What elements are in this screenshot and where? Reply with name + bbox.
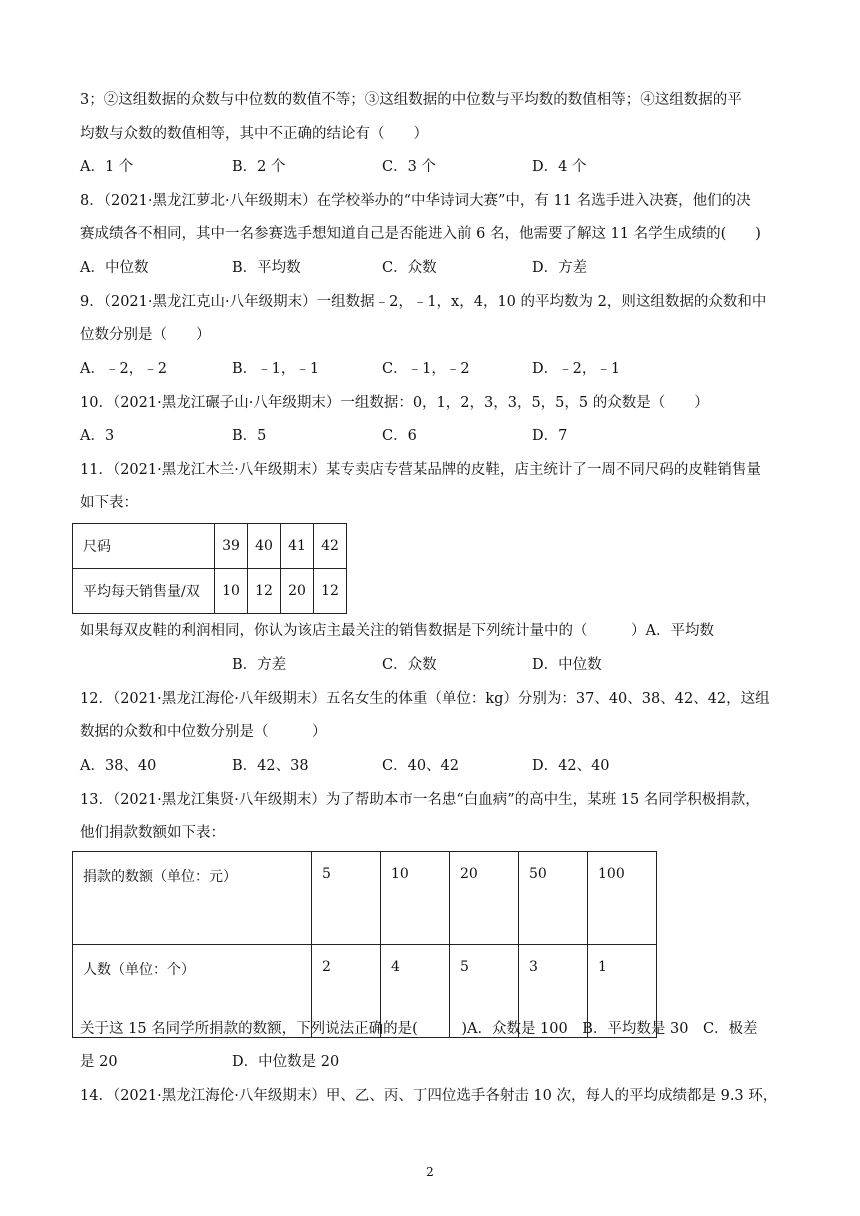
- q13-option-d: D．中位数是 20: [232, 1054, 340, 1070]
- table-cell: 5: [312, 852, 381, 945]
- q10-text: 10．（2021·黑龙江碾子山·八年级期末）一组数据：0，1，2，3，3，5，5，5 的众数是（ ）: [80, 395, 709, 411]
- q11-text-line3: 如果每双皮鞋的利润相同，你认为该店主最关注的销售数据是下列统计量中的（ ）A．平均数: [80, 623, 714, 639]
- q11-option-d: D．中位数: [532, 657, 602, 673]
- page-number: 2: [426, 1165, 434, 1179]
- table-cell: 42: [314, 524, 347, 569]
- table-cell: 39: [215, 524, 248, 569]
- table-cell: 12: [314, 569, 347, 614]
- q8-option-d: D．方差: [532, 260, 588, 276]
- q7-text-line1: 3；②这组数据的众数与中位数的数值不等；③这组数据的中位数与平均数的数值相等；④这组数据的平: [80, 92, 742, 108]
- q9-option-c: C．﹣1，﹣2: [382, 361, 470, 377]
- q11-text-line2: 如下表：: [80, 495, 138, 511]
- q9-option-a: A．﹣2，﹣2: [80, 361, 167, 377]
- q12-text-line2: 数据的众数和中位数分别是（ ）: [80, 724, 327, 740]
- q10-option-b: B．5: [232, 428, 267, 444]
- table-cell: 4: [381, 945, 450, 1038]
- table-cell: 1: [588, 945, 657, 1038]
- q7-option-d: D．4 个: [532, 159, 587, 175]
- table-row: [73, 569, 347, 614]
- table-cell: 20: [281, 569, 314, 614]
- q9-option-d: D．﹣2，﹣1: [532, 361, 621, 377]
- table-cell: 2: [312, 945, 381, 1038]
- table-cell: 3: [519, 945, 588, 1038]
- table-cell: 41: [281, 524, 314, 569]
- q12-option-a: A．38、40: [80, 758, 157, 774]
- q7-option-c: C．3 个: [382, 159, 436, 175]
- q7-option-a: A．1 个: [80, 159, 134, 175]
- table-row: [73, 524, 347, 569]
- q9-text-line1: 9．（2021·黑龙江克山·八年级期末）一组数据﹣2，﹣1，x，4，10 的平均数为 2，则这组数据的众数和中: [80, 294, 767, 310]
- q8-text-line2: 赛成绩各不相同，其中一名参赛选手想知道自己是否能进入前 6 名，他需要了解这 11 名学生成绩的( ): [80, 226, 761, 242]
- table-cell: 10: [215, 569, 248, 614]
- q11-option-b: B．方差: [232, 657, 287, 673]
- q10-option-c: C．6: [382, 428, 417, 444]
- shoe-sales-table: [72, 523, 347, 614]
- q13-text-line4: 是 20: [80, 1054, 118, 1070]
- q13-text-line1: 13．（2021·黑龙江集贤·八年级期末）为了帮助本市一名患“白血病”的高中生，某班 15 名同学积极捐款，: [80, 792, 760, 808]
- q10-option-d: D．7: [532, 428, 568, 444]
- q14-text-line1: 14．（2021·黑龙江海伦·八年级期末）甲、乙、丙、丁四位选手各射击 10 次，每人的平均成绩都是 9.3 环，: [80, 1088, 778, 1104]
- q8-text-line1: 8．（2021·黑龙江萝北·八年级期末）在学校举办的“中华诗词大赛”中，有 11 名选手进入决赛，他们的决: [80, 193, 751, 209]
- table-cell: 40: [248, 524, 281, 569]
- q9-text-line2: 位数分别是（ ）: [80, 327, 211, 343]
- table-cell: 尺码: [73, 524, 215, 569]
- q8-option-a: A．中位数: [80, 260, 149, 276]
- q11-option-c: C．众数: [382, 657, 437, 673]
- table-cell: 平均每天销售量/双: [73, 569, 215, 614]
- q12-option-b: B．42、38: [232, 758, 309, 774]
- table-cell: 100: [588, 852, 657, 945]
- table-cell: 5: [450, 945, 519, 1038]
- q11-text-line1: 11．（2021·黑龙江木兰·八年级期末）某专卖店专营某品牌的皮鞋，店主统计了一周不同尺码的皮鞋销售量: [80, 462, 761, 478]
- table-cell: 捐款的数额（单位：元）: [73, 852, 312, 945]
- q8-option-b: B．平均数: [232, 260, 301, 276]
- table-row: [73, 852, 657, 945]
- q13-text-line2: 他们捐款数额如下表：: [80, 825, 225, 841]
- q12-option-d: D．42、40: [532, 758, 610, 774]
- table-cell: 10: [381, 852, 450, 945]
- table-cell: 50: [519, 852, 588, 945]
- q7-text-line2: 均数与众数的数值相等，其中不正确的结论有（ ）: [80, 126, 428, 142]
- q12-text-line1: 12．（2021·黑龙江海伦·八年级期末）五名女生的体重（单位：kg）分别为：37、40、38、42、42，这组: [80, 691, 770, 707]
- table-cell: 12: [248, 569, 281, 614]
- q13-text-line3: 关于这 15 名同学所捐款的数额，下列说法正确的是( )A．众数是 100 B．平均数是 30 C．极差: [80, 1021, 758, 1037]
- q7-option-b: B．2 个: [232, 159, 286, 175]
- table-cell: 20: [450, 852, 519, 945]
- donation-table: [72, 851, 657, 1038]
- table-cell: 人数（单位：个）: [73, 945, 312, 1038]
- q9-option-b: B．﹣1，﹣1: [232, 361, 320, 377]
- q8-option-c: C．众数: [382, 260, 437, 276]
- q12-option-c: C．40、42: [382, 758, 459, 774]
- q10-option-a: A．3: [80, 428, 115, 444]
